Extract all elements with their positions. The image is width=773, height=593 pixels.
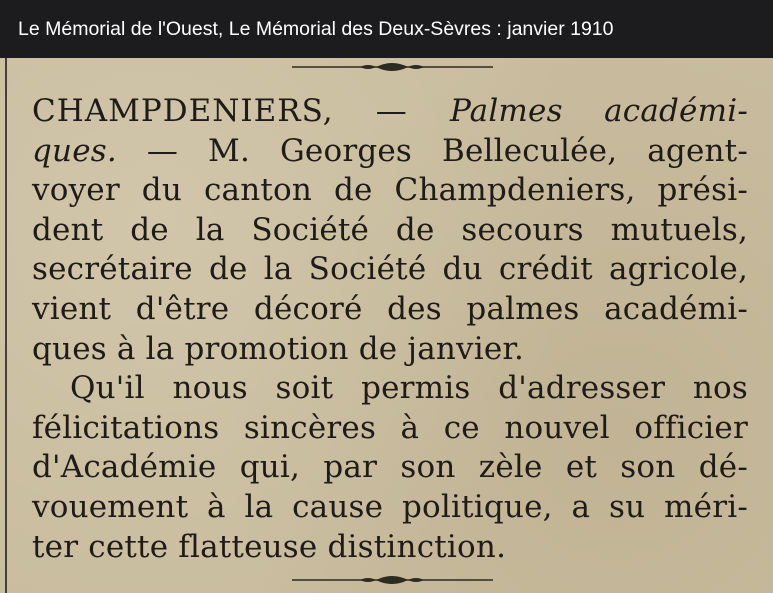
article-text-run: ques à la promotion de janvier. — [32, 330, 525, 367]
article-line — [32, 488, 748, 528]
article-text-run: secrétaire de la Société du crédit agricole, — [32, 251, 748, 288]
article-line — [32, 528, 748, 568]
article-line — [32, 211, 748, 251]
article-line — [32, 409, 748, 449]
article-body — [32, 92, 748, 567]
article-text-run: — M. Georges Belleculée, agent- — [116, 132, 748, 169]
article-text-run: d'Académie qui, par son zèle et son dé- — [32, 449, 748, 486]
article-text-run: dent de la Société de secours mutuels, — [32, 211, 748, 248]
article-line — [32, 330, 748, 370]
article-text-run: Qu'il nous soit permis d'adresser nos — [70, 370, 748, 407]
article-text-run: CHAMPDENIERS, — — [32, 93, 450, 129]
newspaper-clipping — [0, 58, 773, 593]
article-text-run: vient d'être décoré des palmes académi- — [32, 290, 748, 327]
top-ornament-divider — [290, 60, 495, 74]
article-text-run: vouement à la cause politique, a su méri- — [32, 488, 748, 525]
article-line — [32, 92, 748, 132]
article-text-run: félicitations sincères à ce nouvel officier — [32, 409, 748, 446]
article-line — [32, 290, 748, 330]
article-line — [32, 132, 748, 172]
article-text-run: ter cette flatteuse distinction. — [32, 528, 507, 565]
bottom-ornament-divider — [290, 573, 495, 587]
article-line — [32, 369, 748, 409]
window-title: Le Mémorial de l'Ouest, Le Mémorial des Deux-Sèvres : janvier 1910 — [0, 0, 773, 58]
column-rule — [5, 58, 7, 593]
article-line — [32, 448, 748, 488]
article-line — [32, 250, 748, 290]
article-line — [32, 171, 748, 211]
article-text-run: Palmes académi- — [449, 93, 748, 129]
article-text-run: voyer du canton de Champdeniers, prési- — [32, 172, 748, 209]
article-text-run: ques. — [32, 132, 117, 169]
